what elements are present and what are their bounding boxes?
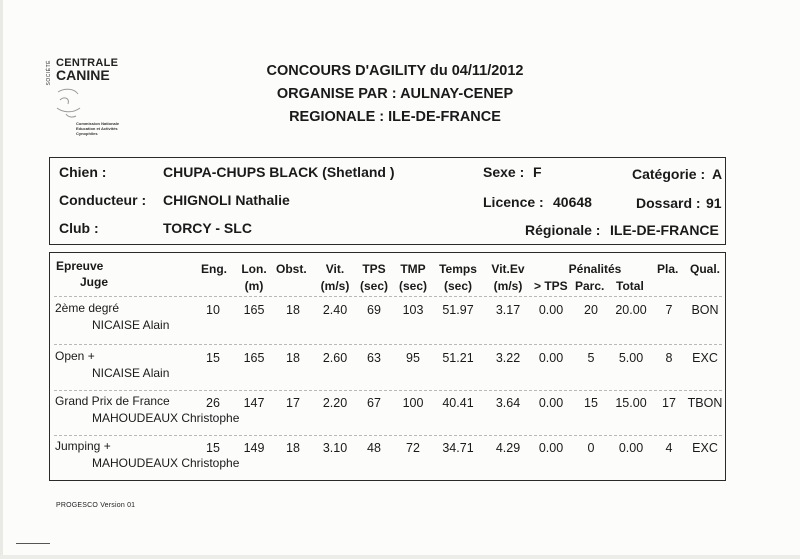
- col-vitev-unit: (m/s): [493, 279, 523, 293]
- row-tmp: 100: [402, 396, 424, 410]
- row-pen-parc: 5: [587, 351, 595, 365]
- row-tps: 69: [367, 303, 381, 317]
- row-qual: EXC: [692, 441, 718, 455]
- competition-header: [200, 60, 590, 129]
- row-divider: [54, 435, 722, 436]
- row-pen-tps: 0.00: [538, 396, 564, 410]
- row-temps: 51.97: [442, 303, 474, 317]
- row-pla: 8: [665, 351, 673, 365]
- row-eng: 15: [206, 351, 220, 365]
- row-pen-tps: 0.00: [538, 351, 564, 365]
- club-label: Club :: [59, 220, 99, 236]
- row-obst: 18: [286, 303, 300, 317]
- logo-subtitle: Commission Nationale Education et Activités Cynophiles: [76, 121, 120, 136]
- row-obst: 18: [286, 351, 300, 365]
- row-tmp: 95: [406, 351, 420, 365]
- table-row: [50, 439, 727, 483]
- table-row: [50, 349, 727, 393]
- table-row: [50, 301, 727, 345]
- header-divider: [54, 296, 722, 297]
- row-juge: NICAISE Alain: [92, 366, 170, 380]
- row-lon: 149: [243, 441, 265, 455]
- col-pen-tps-header: > TPS: [534, 279, 568, 293]
- categorie-value: A: [712, 166, 723, 182]
- row-lon: 147: [243, 396, 265, 410]
- row-epreuve: Jumping +: [55, 439, 111, 453]
- page-edge-shadow: [0, 0, 3, 559]
- row-juge: NICAISE Alain: [92, 318, 170, 332]
- row-pen-tps: 0.00: [538, 303, 564, 317]
- logo-dog-sketch-icon: [54, 86, 84, 120]
- row-vitev: 4.29: [495, 441, 521, 455]
- dossard-label: Dossard :: [636, 195, 701, 211]
- row-pen-total: 15.00: [615, 396, 647, 410]
- row-vit: 3.10: [322, 441, 348, 455]
- header-region: REGIONALE : ILE-DE-FRANCE: [289, 109, 501, 125]
- page-edge-shadow-bottom: [0, 555, 800, 559]
- software-version: PROGESCO Version 01: [56, 502, 136, 509]
- row-qual: EXC: [692, 351, 718, 365]
- row-tps: 67: [367, 396, 381, 410]
- dog-info-box: [49, 157, 726, 245]
- row-divider: [54, 390, 722, 391]
- row-pen-total: 5.00: [618, 351, 644, 365]
- col-temps-header: Temps: [439, 262, 477, 276]
- col-pla-header: Pla.: [657, 262, 679, 276]
- logo-centrale-text: CENTRALE: [56, 57, 119, 69]
- row-temps: 51.21: [442, 351, 474, 365]
- row-pla: 17: [662, 396, 676, 410]
- row-pen-parc: 0: [587, 441, 595, 455]
- header-organizer: ORGANISE PAR : AULNAY-CENEP: [276, 86, 514, 102]
- col-tps-unit: (sec): [359, 279, 388, 293]
- row-tps: 63: [367, 351, 381, 365]
- sexe-value: F: [533, 164, 542, 180]
- row-lon: 165: [243, 303, 265, 317]
- col-temps-unit: (sec): [443, 279, 472, 293]
- row-lon: 165: [243, 351, 265, 365]
- regionale-label: Régionale :: [525, 222, 601, 238]
- row-juge: MAHOUDEAUX Christophe: [92, 411, 240, 425]
- col-qual-header: Qual.: [690, 262, 721, 276]
- row-qual: TBON: [687, 396, 723, 410]
- col-vitev-header: Vit.Ev: [491, 262, 525, 276]
- col-juge-header: Juge: [80, 275, 109, 289]
- col-tmp-header: TMP: [400, 262, 426, 276]
- row-epreuve: 2ème degré: [55, 301, 120, 315]
- footer-mark: [16, 543, 50, 544]
- row-vitev: 3.17: [495, 303, 521, 317]
- row-epreuve: Grand Prix de France: [55, 394, 170, 408]
- col-eng-header: Eng.: [201, 262, 227, 276]
- sexe-label: Sexe :: [483, 164, 525, 180]
- row-obst: 17: [286, 396, 300, 410]
- col-pen-parc-header: Parc.: [575, 279, 605, 293]
- club-value: TORCY - SLC: [163, 220, 252, 236]
- logo-vertical-text: SOCIÉTÉ: [46, 60, 52, 86]
- regionale-value: ILE-DE-FRANCE: [610, 222, 719, 238]
- col-lon-header: Lon.: [241, 262, 267, 276]
- row-qual: BON: [691, 303, 719, 317]
- col-lon-unit: (m): [244, 279, 264, 293]
- header-title: CONCOURS D'AGILITY du 04/11/2012: [266, 63, 524, 79]
- col-obst-header: Obst.: [276, 262, 307, 276]
- licence-label: Licence :: [483, 194, 544, 210]
- col-tps-header: TPS: [362, 262, 386, 276]
- row-tmp: 72: [406, 441, 420, 455]
- col-vit-unit: (m/s): [320, 279, 350, 293]
- row-pen-parc: 20: [584, 303, 598, 317]
- chien-value: CHUPA-CHUPS BLACK (Shetland ): [163, 164, 395, 180]
- row-pen-tps: 0.00: [538, 441, 564, 455]
- row-vit: 2.20: [322, 396, 348, 410]
- row-eng: 10: [206, 303, 220, 317]
- dossard-value: 91: [706, 195, 722, 211]
- row-vit: 2.60: [322, 351, 348, 365]
- scc-logo: [46, 58, 126, 153]
- col-vit-header: Vit.: [325, 262, 345, 276]
- row-epreuve: Open +: [55, 349, 95, 363]
- row-pen-total: 20.00: [615, 303, 647, 317]
- chien-label: Chien :: [59, 164, 107, 180]
- row-pen-parc: 15: [584, 396, 598, 410]
- row-juge: MAHOUDEAUX Christophe: [92, 456, 240, 470]
- col-epreuve-header: Epreuve: [56, 259, 104, 273]
- row-vitev: 3.64: [495, 396, 521, 410]
- row-divider: [54, 344, 722, 345]
- row-temps: 40.41: [442, 396, 474, 410]
- row-eng: 26: [206, 396, 220, 410]
- categorie-label: Catégorie :: [632, 166, 706, 182]
- conducteur-label: Conducteur :: [59, 192, 147, 208]
- logo-canine-text: CANINE: [56, 67, 110, 83]
- col-pen-total-header: Total: [616, 279, 644, 293]
- col-penalites-header: Pénalités: [568, 262, 622, 276]
- row-temps: 34.71: [442, 441, 474, 455]
- conducteur-value: CHIGNOLI Nathalie: [163, 192, 290, 208]
- table-row: [50, 394, 727, 438]
- row-eng: 15: [206, 441, 220, 455]
- col-tmp-unit: (sec): [398, 279, 427, 293]
- row-vitev: 3.22: [495, 351, 521, 365]
- row-tps: 48: [367, 441, 381, 455]
- row-pla: 7: [665, 303, 673, 317]
- licence-value: 40648: [553, 194, 592, 210]
- results-table: [49, 252, 726, 481]
- row-pla: 4: [665, 441, 673, 455]
- row-pen-total: 0.00: [618, 441, 644, 455]
- row-vit: 2.40: [322, 303, 348, 317]
- row-obst: 18: [286, 441, 300, 455]
- row-tmp: 103: [402, 303, 424, 317]
